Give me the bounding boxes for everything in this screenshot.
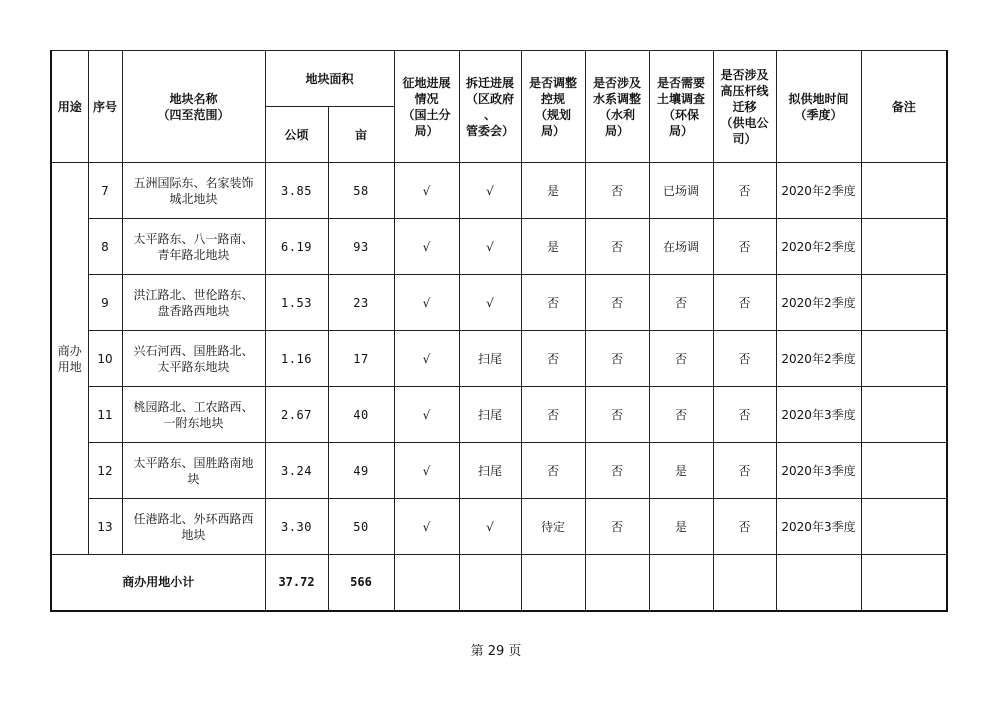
row-remarks	[861, 163, 947, 219]
header-line: 征地进展	[402, 75, 451, 90]
row-power: 否	[713, 219, 776, 275]
row-name-line: 城北地块	[169, 191, 218, 206]
row-expropriation: √	[394, 275, 459, 331]
row-seq: 11	[88, 387, 122, 443]
row-name-line: 太平路东、国胜路南地	[133, 455, 254, 470]
subtotal-empty-cell	[649, 555, 713, 611]
header-name-line1: 地块名称	[169, 91, 218, 106]
row-remarks	[861, 499, 947, 555]
row-hectare: 1.53	[265, 275, 328, 331]
row-hectare: 3.30	[265, 499, 328, 555]
row-planning: 否	[521, 387, 585, 443]
header-line: 拆迁进展	[465, 75, 514, 90]
row-planning: 是	[521, 163, 585, 219]
header-line: 是否涉及	[592, 75, 641, 90]
header-power	[713, 51, 776, 163]
table-row	[51, 163, 947, 219]
row-remarks	[861, 275, 947, 331]
header-line: 局）	[540, 123, 565, 138]
header-line: 土壤调查	[656, 91, 705, 106]
row-name-line: 桃园路北、工农路西、	[133, 399, 254, 414]
row-supply-time: 2020年3季度	[776, 499, 861, 555]
row-name-line: 五洲国际东、名家装饰	[133, 175, 254, 190]
row-supply-time: 2020年3季度	[776, 443, 861, 499]
row-expropriation: √	[394, 163, 459, 219]
row-power: 否	[713, 499, 776, 555]
row-hectare: 6.19	[265, 219, 328, 275]
subtotal-empty-cell	[713, 555, 776, 611]
header-line: 水系调整	[592, 91, 641, 106]
row-name	[122, 275, 265, 331]
row-name-line: 盘香路西地块	[157, 303, 230, 318]
row-name-line: 太平路东地块	[157, 359, 230, 374]
row-remarks	[861, 387, 947, 443]
row-demolition: 扫尾	[459, 387, 521, 443]
row-demolition: √	[459, 499, 521, 555]
subtotal-empty-cell	[394, 555, 459, 611]
header-line: 控规	[540, 91, 565, 106]
row-mu: 58	[328, 163, 394, 219]
row-name-line: 地块	[181, 527, 206, 542]
row-name	[122, 163, 265, 219]
subtotal-mu: 566	[328, 555, 394, 611]
row-expropriation: √	[394, 219, 459, 275]
subtotal-empty-cell	[459, 555, 521, 611]
table-row	[51, 443, 947, 499]
row-water: 否	[585, 387, 649, 443]
row-supply-time: 2020年2季度	[776, 163, 861, 219]
header-line: 管委会）	[465, 123, 514, 138]
row-hectare: 3.24	[265, 443, 328, 499]
header-soil	[649, 51, 713, 163]
row-water: 否	[585, 443, 649, 499]
subtotal-empty-cell	[861, 555, 947, 611]
row-water: 否	[585, 275, 649, 331]
subtotal-label: 商办用地小计	[51, 555, 265, 611]
row-expropriation: √	[394, 443, 459, 499]
row-mu: 50	[328, 499, 394, 555]
group-label-line: 商办	[57, 343, 82, 358]
row-expropriation: √	[394, 387, 459, 443]
row-demolition: √	[459, 275, 521, 331]
header-line: 局）	[604, 123, 629, 138]
header-name-line2: （四至范围）	[157, 107, 230, 122]
group-label-line: 用地	[57, 359, 82, 374]
row-remarks	[861, 443, 947, 499]
row-supply-time: 2020年2季度	[776, 331, 861, 387]
row-mu: 49	[328, 443, 394, 499]
row-seq: 12	[88, 443, 122, 499]
row-name-line: 块	[187, 471, 200, 486]
row-name-line: 太平路东、八一路南、	[133, 231, 254, 246]
row-soil: 否	[649, 331, 713, 387]
row-name	[122, 387, 265, 443]
row-planning: 是	[521, 219, 585, 275]
row-remarks	[861, 219, 947, 275]
header-line: （季度）	[794, 107, 843, 122]
row-hectare: 2.67	[265, 387, 328, 443]
row-mu: 23	[328, 275, 394, 331]
header-water	[585, 51, 649, 163]
header-line: 迁移	[732, 99, 757, 114]
row-mu: 40	[328, 387, 394, 443]
row-name-line: 兴石河西、国胜路北、	[133, 343, 254, 358]
table-body	[51, 163, 947, 611]
row-seq: 13	[88, 499, 122, 555]
header-line: 是否调整	[528, 75, 577, 90]
row-demolition: √	[459, 219, 521, 275]
header-line: 、	[483, 107, 496, 122]
row-expropriation: √	[394, 499, 459, 555]
row-demolition: √	[459, 163, 521, 219]
header-planning	[521, 51, 585, 163]
row-name-line: 一附东地块	[163, 415, 224, 430]
header-name	[122, 51, 265, 163]
row-seq: 8	[88, 219, 122, 275]
row-supply-time: 2020年3季度	[776, 387, 861, 443]
header-expropriation	[394, 51, 459, 163]
row-seq: 7	[88, 163, 122, 219]
table-row	[51, 219, 947, 275]
table-row	[51, 499, 947, 555]
row-planning: 待定	[521, 499, 585, 555]
row-soil: 已场调	[649, 163, 713, 219]
header-use: 用途	[51, 51, 88, 163]
land-supply-table	[50, 50, 948, 612]
header-remarks: 备注	[861, 51, 947, 163]
header-hectare: 公顷	[265, 107, 328, 163]
subtotal-empty-cell	[776, 555, 861, 611]
row-power: 否	[713, 331, 776, 387]
header-supply-time	[776, 51, 861, 163]
header-line: （区政府	[465, 91, 514, 106]
row-name	[122, 331, 265, 387]
row-hectare: 3.85	[265, 163, 328, 219]
row-soil: 否	[649, 387, 713, 443]
header-mu: 亩	[328, 107, 394, 163]
row-name	[122, 499, 265, 555]
table-row	[51, 331, 947, 387]
header-line: 情况	[414, 91, 439, 106]
row-soil: 否	[649, 275, 713, 331]
row-power: 否	[713, 443, 776, 499]
table-row	[51, 387, 947, 443]
row-name-line: 洪江路北、世伦路东、	[133, 287, 254, 302]
row-demolition: 扫尾	[459, 331, 521, 387]
row-demolition: 扫尾	[459, 443, 521, 499]
header-line: 局）	[668, 123, 693, 138]
row-seq: 10	[88, 331, 122, 387]
row-soil: 是	[649, 443, 713, 499]
header-line: （国土分	[402, 107, 451, 122]
row-remarks	[861, 331, 947, 387]
row-water: 否	[585, 219, 649, 275]
row-water: 否	[585, 499, 649, 555]
header-line: （水利	[598, 107, 635, 122]
row-planning: 否	[521, 331, 585, 387]
header-demolition	[459, 51, 521, 163]
header-line: 是否涉及	[720, 67, 769, 82]
header-line: 是否需要	[656, 75, 705, 90]
header-area: 地块面积	[265, 51, 394, 107]
row-name	[122, 219, 265, 275]
row-mu: 93	[328, 219, 394, 275]
row-soil: 在场调	[649, 219, 713, 275]
row-water: 否	[585, 163, 649, 219]
row-name-line: 任港路北、外环西路西	[133, 511, 254, 526]
page-number: 第 29 页	[470, 644, 522, 659]
row-expropriation: √	[394, 331, 459, 387]
header-line: 司）	[732, 131, 757, 146]
header-line: 局）	[414, 123, 439, 138]
row-supply-time: 2020年2季度	[776, 275, 861, 331]
row-planning: 否	[521, 275, 585, 331]
row-water: 否	[585, 331, 649, 387]
row-supply-time: 2020年2季度	[776, 219, 861, 275]
row-name-line: 青年路北地块	[157, 247, 230, 262]
subtotal-hectare: 37.72	[265, 555, 328, 611]
row-power: 否	[713, 163, 776, 219]
row-planning: 否	[521, 443, 585, 499]
table-row	[51, 275, 947, 331]
subtotal-empty-cell	[521, 555, 585, 611]
row-seq: 9	[88, 275, 122, 331]
header-line: （供电公	[720, 115, 769, 130]
row-hectare: 1.16	[265, 331, 328, 387]
subtotal-empty-cell	[585, 555, 649, 611]
header-line: （环保	[662, 107, 699, 122]
row-power: 否	[713, 387, 776, 443]
header-line: 拟供地时间	[788, 91, 849, 106]
row-mu: 17	[328, 331, 394, 387]
row-soil: 是	[649, 499, 713, 555]
row-power: 否	[713, 275, 776, 331]
group-label	[51, 163, 88, 555]
header-seq: 序号	[88, 51, 122, 163]
row-name	[122, 443, 265, 499]
header-line: （规划	[534, 107, 571, 122]
header-line: 高压杆线	[720, 83, 769, 98]
